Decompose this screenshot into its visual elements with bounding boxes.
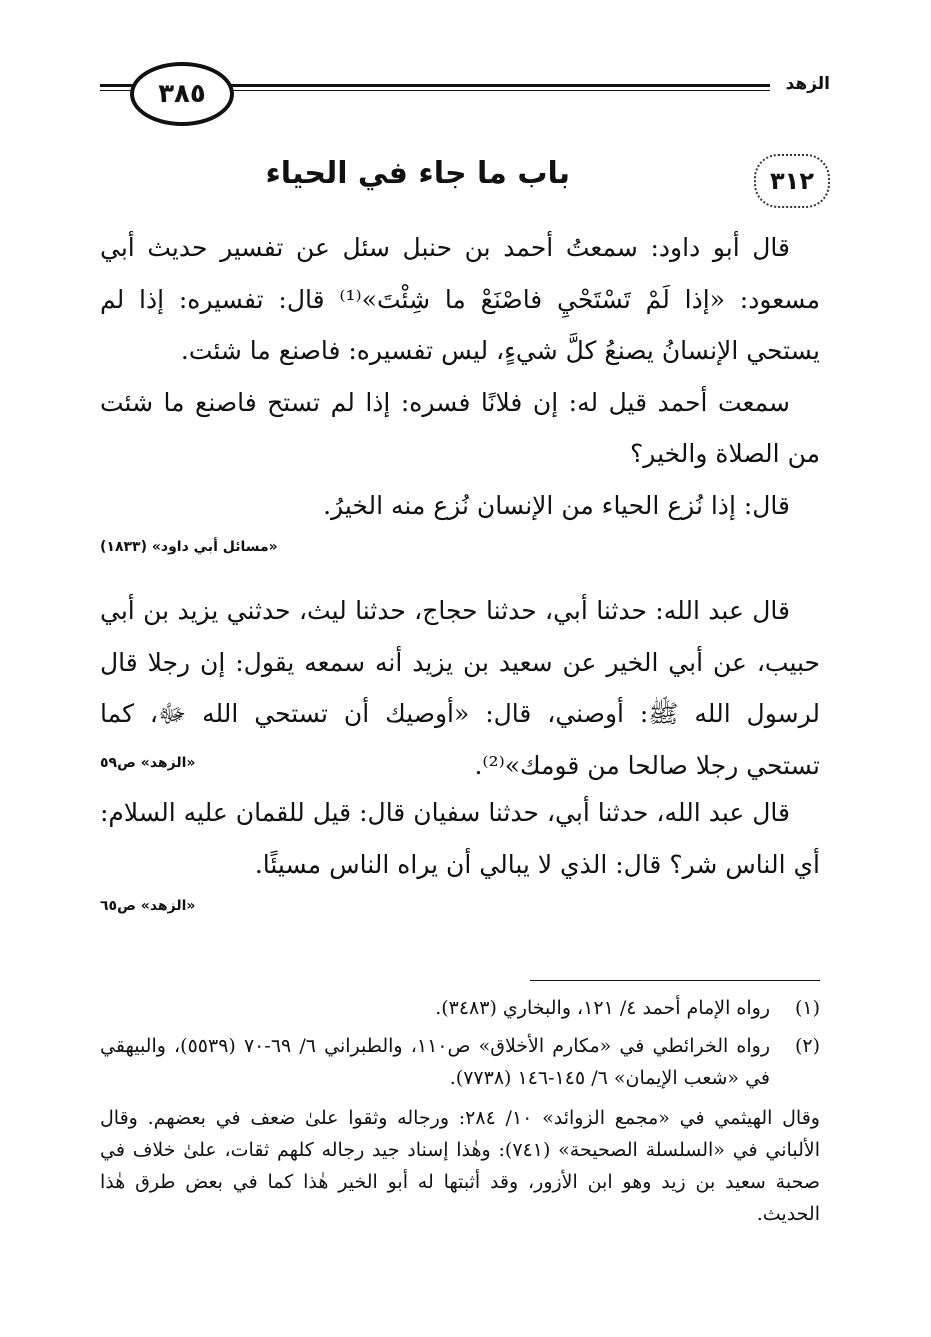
chapter-heading bbox=[100, 150, 830, 210]
footnotes bbox=[100, 992, 820, 1230]
paragraph: سمعت أحمد قيل له: إن فلانًا فسره: إذا لم تستح فاصنع ما شئت من الصلاة والخير؟ bbox=[100, 387, 820, 468]
footnote bbox=[100, 992, 820, 1024]
running-title: الزهد bbox=[776, 74, 830, 94]
chapter-title: باب ما جاء في الحياء bbox=[265, 156, 570, 191]
source-citation: «الزهد» ص٥٩ bbox=[100, 755, 196, 771]
paragraph: قال أبو داود: سمعتُ أحمد بن حنبل سئل عن تفسير حديث أبي مسعود: «إذا لَمْ تَسْتَحْيِ فاصْنَعْ ما شِئْتَ»⁽¹⁾ قال: تفسيره: إذا لم يستحي الإنسانُ يصنعُ كلَّ شيءٍ، ليس تفسيره: فاصنع ما شئت. bbox=[100, 233, 820, 365]
source-citation: «مسائل أبي داود» (١٨٣٣) bbox=[100, 539, 278, 555]
page-header bbox=[100, 62, 830, 126]
footnote-continuation: وقال الهيثمي في «مجمع الزوائد» ١٠/ ٢٨٤: ورجاله وثقوا علىٰ ضعف في بعضهم. وقال الألباني في «السلسلة الصحيحة» (٧٤١): وهٰذا إسناد جيد رجاله كلهم ثقات، علىٰ خلاف في صحبة سعيد بن زيد وهو ابن الأزور، وقد أثبتها له أبو الخير هٰذا كما في بعض طرق هٰذا الحديث. bbox=[100, 1107, 820, 1225]
header-rule bbox=[160, 84, 770, 91]
source-citation: «الزهد» ص٦٥ bbox=[100, 898, 196, 914]
paragraph: قال: إذا نُزع الحياء من الإنسان نُزع منه الخيرُ. bbox=[323, 490, 790, 520]
paragraph: قال عبد الله، حدثنا أبي، حدثنا سفيان قال: قيل للقمان عليه السلام: أي الناس شر؟ قال: الذي لا يبالي أن يراه الناس مسيئًا. bbox=[100, 798, 820, 879]
footnote-number: (١) bbox=[794, 997, 820, 1019]
main-text bbox=[100, 222, 820, 926]
page-number: ٣٨٥ bbox=[130, 62, 234, 126]
footnote-text: رواه الخرائطي في «مكارم الأخلاق» ص١١٠، والطبراني ٦/ ٦٩-٧٠ (٥٥٣٩)، والبيهقي في «شعب الإيمان» ٦/ ١٤٥-١٤٦ (٧٧٣٨). bbox=[100, 1035, 771, 1089]
footnote-text: رواه الإمام أحمد ٤/ ١٢١، والبخاري (٣٤٨٣). bbox=[435, 997, 770, 1019]
footnote-separator bbox=[530, 980, 820, 981]
footnote-number: (٢) bbox=[794, 1035, 820, 1057]
paragraph: قال عبد الله: حدثنا أبي، حدثنا حجاج، حدثنا ليث، حدثني يزيد بن أبي حبيب، عن أبي الخير عن سعيد بن يزيد أنه سمعه يقول: إن رجلا قال لرسول الله ﷺ: أوصني، قال: «أوصيك أن تستحي الله ﷻ، كما تستحي رجلا صالحا من قومك»⁽²⁾. bbox=[100, 596, 820, 780]
chapter-number-ornament: ٣١٢ bbox=[754, 154, 830, 208]
footnote bbox=[100, 1030, 820, 1094]
